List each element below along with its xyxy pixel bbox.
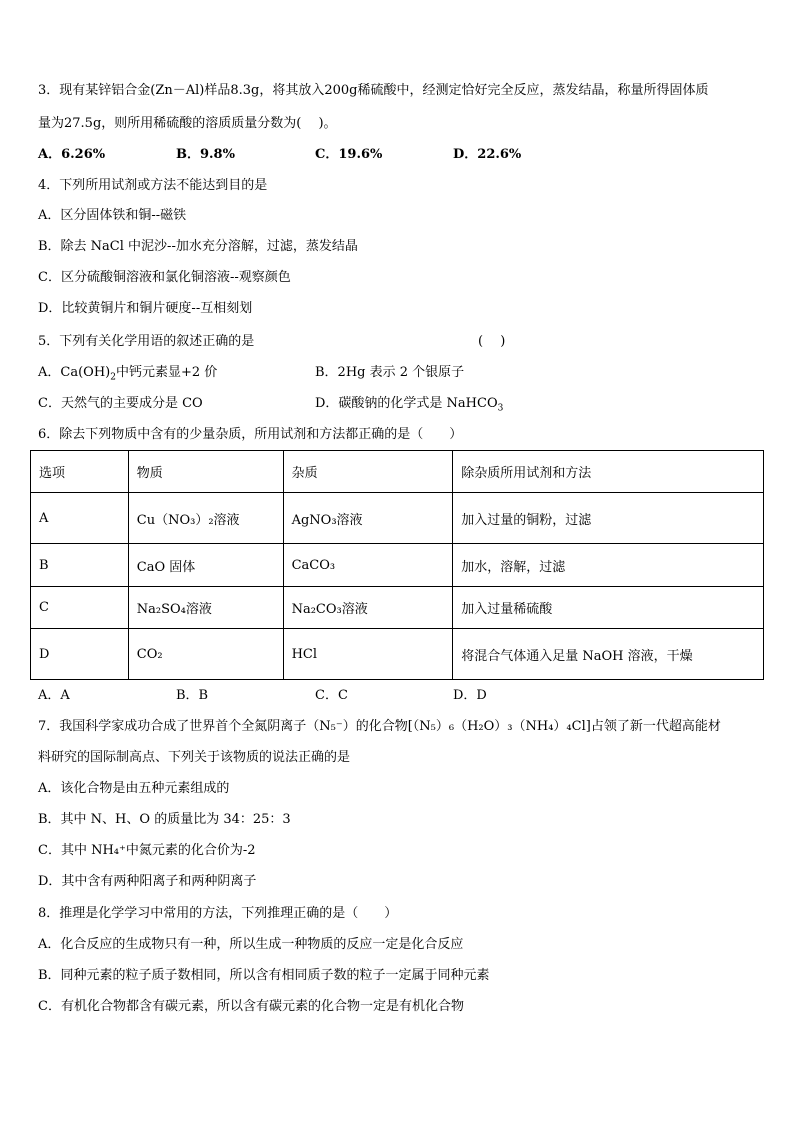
q7-option-d: D．其中含有两种阳离子和两种阴离子 bbox=[38, 874, 257, 889]
table-cell: A bbox=[31, 493, 129, 544]
table-cell: Na₂CO₃溶液 bbox=[283, 587, 453, 629]
q6-option-c: C．C bbox=[315, 688, 348, 703]
table-cell: Na₂SO₄溶液 bbox=[128, 587, 283, 629]
q4-option-b: B．除去 NaCl 中泥沙--加水充分溶解，过滤，蒸发结晶 bbox=[38, 239, 358, 254]
table-header-row bbox=[31, 451, 764, 493]
q6-table bbox=[30, 450, 764, 680]
q7-option-c: C．其中 NH₄⁺中氮元素的化合价为-2 bbox=[38, 843, 256, 858]
table-cell: D bbox=[31, 629, 129, 680]
table-cell: CO₂ bbox=[128, 629, 283, 680]
table-cell: CaO 固体 bbox=[128, 544, 283, 587]
q3-option-d: D．22.6% bbox=[453, 147, 522, 162]
q3-option-c: C．19.6% bbox=[315, 147, 383, 162]
q4-option-d: D．比较黄铜片和铜片硬度--互相刻划 bbox=[38, 301, 253, 316]
q8-stem: 8．推理是化学学习中常用的方法，下列推理正确的是（ ） bbox=[38, 906, 398, 921]
table-row bbox=[31, 544, 764, 587]
q6-option-a: A．A bbox=[38, 688, 70, 703]
table-header-cell: 物质 bbox=[128, 451, 283, 493]
q5-stem: 5．下列有关化学用语的叙述正确的是 bbox=[38, 334, 255, 349]
table-cell: Cu（NO₃）₂溶液 bbox=[128, 493, 283, 544]
q5-option-b: B．2Hg 表示 2 个银原子 bbox=[315, 365, 465, 380]
q3-stem-line2: 量为27.5g，则所用稀硫酸的溶质质量分数为( )。 bbox=[38, 116, 337, 131]
q3-option-a: A．6.26% bbox=[38, 147, 106, 162]
q7-option-b: B．其中 N、H、O 的质量比为 34：25：3 bbox=[38, 812, 291, 827]
q7-stem-line2: 料研究的国际制高点、下列关于该物质的说法正确的是 bbox=[38, 750, 351, 765]
q7-stem-line1: 7．我国科学家成功合成了世界首个全氮阴离子（N₅⁻）的化合物[（N₅）₆（H₂O）₃（NH₄）₄Cl]占领了新一代超高能材 bbox=[38, 719, 721, 734]
q4-option-c: C．区分硫酸铜溶液和氯化铜溶液--观察颜色 bbox=[38, 270, 291, 285]
table-cell: CaCO₃ bbox=[283, 544, 453, 587]
table-header-cell: 除杂质所用试剂和方法 bbox=[453, 451, 764, 493]
table-header-cell: 选项 bbox=[31, 451, 129, 493]
table-header-cell: 杂质 bbox=[283, 451, 453, 493]
q4-stem: 4．下列所用试剂或方法不能达到目的是 bbox=[38, 178, 268, 193]
q8-option-a: A．化合反应的生成物只有一种，所以生成一种物质的反应一定是化合反应 bbox=[38, 937, 464, 952]
table-cell: 加入过量的铜粉，过滤 bbox=[453, 493, 764, 544]
table-row bbox=[31, 493, 764, 544]
table-cell: HCl bbox=[283, 629, 453, 680]
table-row bbox=[31, 587, 764, 629]
q3-option-b: B．9.8% bbox=[176, 147, 235, 162]
table-cell: 加入过量稀硫酸 bbox=[453, 587, 764, 629]
q5-answer-paren: ( ) bbox=[478, 334, 506, 349]
q7-option-a: A．该化合物是由五种元素组成的 bbox=[38, 781, 230, 796]
table-cell: AgNO₃溶液 bbox=[283, 493, 453, 544]
q5-option-c: C．天然气的主要成分是 CO bbox=[38, 396, 203, 411]
q3-stem-line1: 3．现有某锌铝合金(Zn－Al)样品8.3g，将其放入200g稀硫酸中，经测定恰好完全反应，蒸发结晶，称量所得固体质 bbox=[38, 83, 709, 98]
table-cell: 加水，溶解，过滤 bbox=[453, 544, 764, 587]
table-cell: B bbox=[31, 544, 129, 587]
q5-option-a: A．$Ca(OH)_2$中钙元素显+2 价 bbox=[38, 365, 218, 383]
table-cell: 将混合气体通入足量 NaOH 溶液，干燥 bbox=[453, 629, 764, 680]
q6-option-b: B．B bbox=[176, 688, 209, 703]
q5-option-d: D．碳酸钠的化学式是 NaHCO$_3$ bbox=[315, 396, 504, 414]
q8-option-b: B．同种元素的粒子质子数相同，所以含有相同质子数的粒子一定属于同种元素 bbox=[38, 968, 490, 983]
q8-option-c: C．有机化合物都含有碳元素，所以含有碳元素的化合物一定是有机化合物 bbox=[38, 999, 464, 1014]
q4-option-a: A．区分固体铁和铜--磁铁 bbox=[38, 208, 187, 223]
table-cell: C bbox=[31, 587, 129, 629]
table-row bbox=[31, 629, 764, 680]
q6-stem: 6．除去下列物质中含有的少量杂质，所用试剂和方法都正确的是（ ） bbox=[38, 427, 463, 442]
q6-option-d: D．D bbox=[453, 688, 487, 703]
